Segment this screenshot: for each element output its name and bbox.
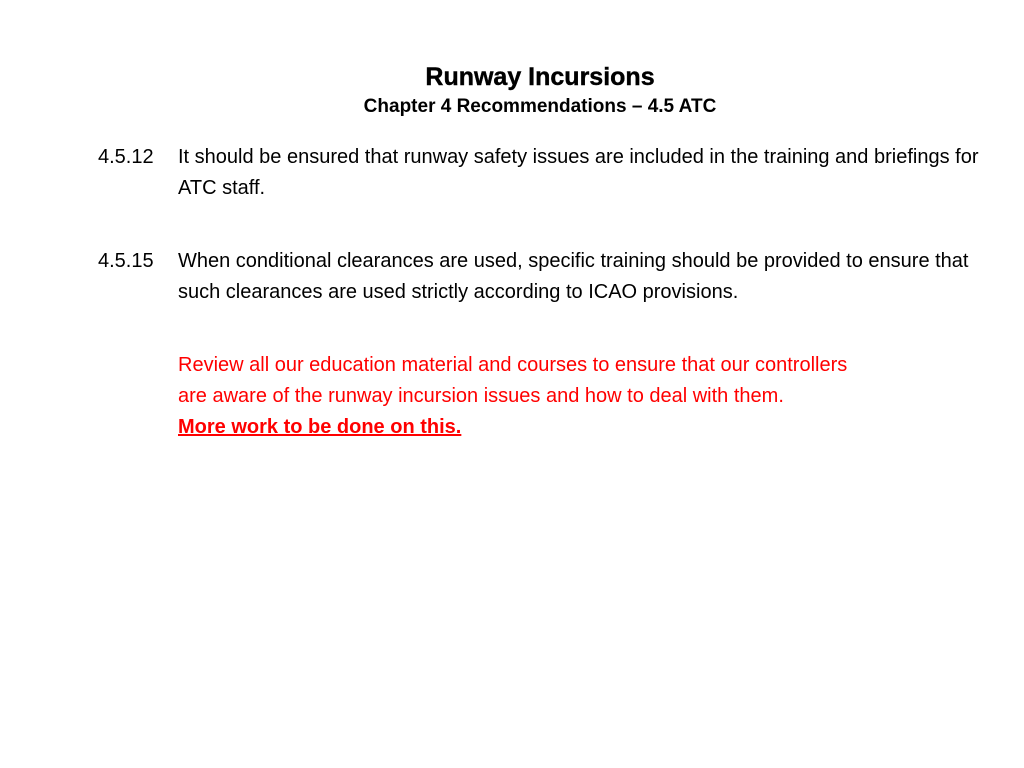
recommendation-text: When conditional clearances are used, specific training should be provided to ensure that such clearances are used strictly according to ICAO provisions. [178,250,969,303]
recommendation-number: 4.5.12 [98,146,154,168]
action-note [178,350,998,443]
recommendation-item [98,142,998,204]
slide-title: Runway Incursions [425,63,655,91]
slide-subtitle: Chapter 4 Recommendations – 4.5 ATC [363,96,717,117]
action-note-emphasis: More work to be done on this. [178,416,462,438]
recommendation-number: 4.5.15 [98,250,154,272]
recommendation-item [98,246,998,308]
action-note-line: are aware of the runway incursion issues and how to deal with them. [178,385,784,407]
title-block [0,60,1024,120]
action-note-line: Review all our education material and courses to ensure that our controllers [178,354,848,376]
recommendation-text: It should be ensured that runway safety issues are included in the training and briefings for ATC staff. [178,146,979,199]
